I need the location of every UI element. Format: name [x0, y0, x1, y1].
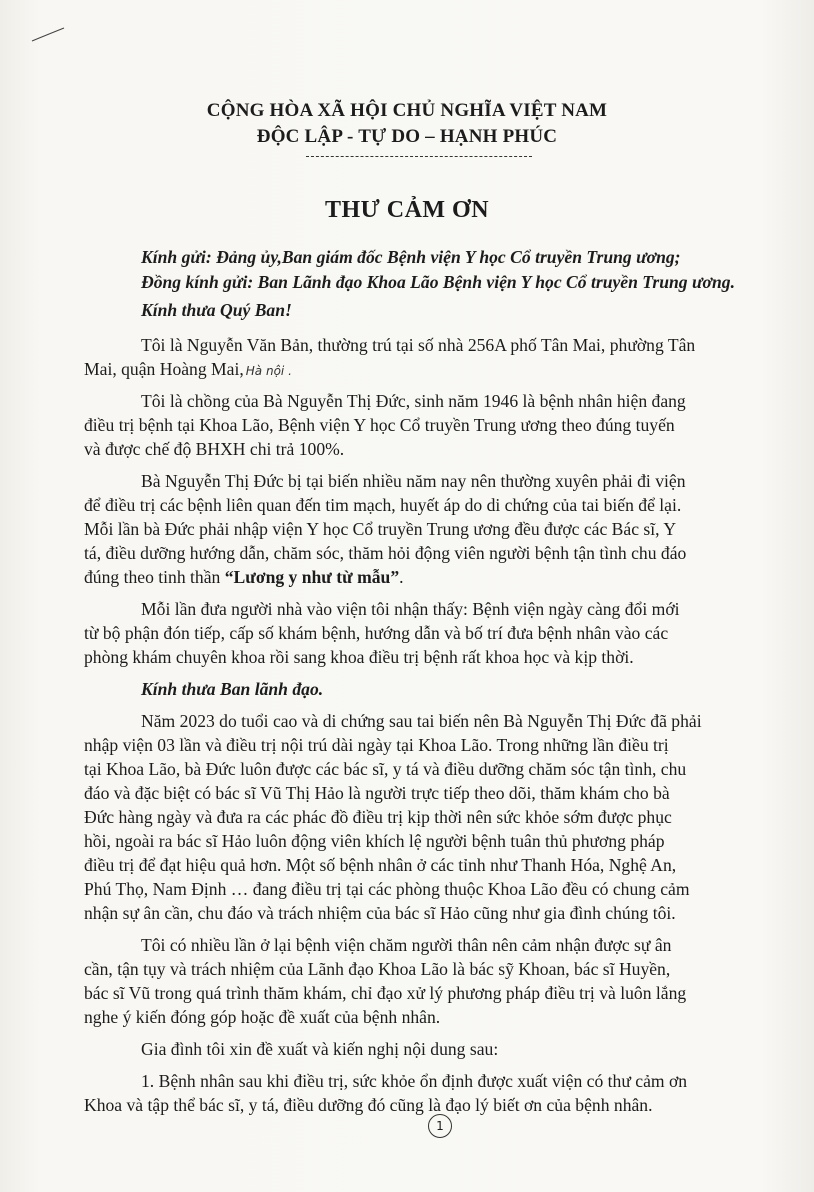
paragraph-line: nhập viện 03 lần và điều trị nội trú dài ngày tại Khoa Lão. Trong những lần điều trị: [84, 735, 669, 755]
greeting-quy-ban: Kính thưa Quý Ban!: [141, 300, 292, 320]
paragraph-line: [84, 357, 292, 383]
national-header-line1: CỘNG HÒA XÃ HỘI CHỦ NGHĨA VIỆT NAM: [206, 100, 608, 121]
paragraph-line: hồi, ngoài ra bác sĩ Hảo luôn động viên khích lệ người bệnh tuân thủ phương pháp: [84, 831, 665, 851]
motto-quote: “Lương y như từ mẫu”: [224, 567, 400, 587]
paragraph-line: Tôi là Nguyễn Văn Bản, thường trú tại số nhà 256A phố Tân Mai, phường Tân: [141, 335, 696, 355]
handwritten-note: Hà nội .: [245, 364, 292, 378]
paragraph-line: tá, điều dưỡng hướng dẫn, chăm sóc, thăm hỏi động viên người bệnh tận tình chu đáo: [84, 543, 687, 563]
address-text: Mai, quận Hoàng Mai,: [84, 359, 244, 379]
greeting-ban-lanh-dao: Kính thưa Ban lãnh đạo.: [141, 679, 324, 699]
letter-title: THƯ CẢM ƠN: [324, 197, 490, 223]
paragraph-line: điều trị để đạt hiệu quả hơn. Một số bệnh nhân ở các tỉnh như Thanh Hóa, Nghệ An,: [84, 855, 677, 875]
paragraph-line: Tôi có nhiều lần ở lại bệnh viện chăm người thân nên cảm nhận được sự ân: [141, 935, 672, 955]
paragraph-line: và được chế độ BHXH chi trả 100%.: [84, 439, 345, 459]
paragraph-line: Tôi là chồng của Bà Nguyễn Thị Đức, sinh năm 1946 là bệnh nhân hiện đang: [141, 391, 686, 411]
text-segment: đúng theo tinh thần: [84, 567, 225, 587]
national-motto: ĐỘC LẬP - TỰ DO – HẠNH PHÚC: [256, 126, 558, 147]
paragraph-line: đáo và đặc biệt có bác sĩ Vũ Thị Hảo là người trực tiếp theo dõi, thăm khám cho bà: [84, 783, 670, 803]
paragraph-line: Bà Nguyễn Thị Đức bị tại biến nhiều năm nay nên thường xuyên phải đi viện: [141, 471, 686, 491]
text-segment: .: [399, 567, 404, 587]
paragraph-line: điều trị bệnh tại Khoa Lão, Bệnh viện Y học Cổ truyền Trung ương theo đúng tuyến: [84, 415, 675, 435]
recipient-cc: Đồng kính gửi: Ban Lãnh đạo Khoa Lão Bệnh viện Y học Cổ truyền Trung ương.: [141, 272, 735, 292]
pen-stroke-mark: [30, 26, 66, 44]
paragraph-line: Phú Thọ, Nam Định … đang điều trị tại các phòng thuộc Khoa Lão đều có chung cảm: [84, 879, 690, 899]
header-divider: [306, 156, 532, 157]
paragraph-line: [84, 565, 404, 589]
paragraph-line: tại Khoa Lão, bà Đức luôn được các bác sĩ, y tá và điều dưỡng chăm sóc tận tình, chu: [84, 759, 687, 779]
paragraph-line: Gia đình tôi xin đề xuất và kiến nghị nội dung sau:: [141, 1039, 499, 1059]
paragraph-line: Mỗi lần đưa người nhà vào viện tôi nhận thấy: Bệnh viện ngày càng đổi mới: [141, 599, 680, 619]
paragraph-line: Khoa và tập thể bác sĩ, y tá, điều dưỡng đó cũng là đạo lý biết ơn của bệnh nhân.: [84, 1095, 653, 1115]
recipient-to: Kính gửi: Đảng ủy,Ban giám đốc Bệnh viện Y học Cổ truyền Trung ương;: [141, 247, 681, 267]
paragraph-line: từ bộ phận đón tiếp, cấp số khám bệnh, hướng dẫn và bố trí đưa bệnh nhân vào các: [84, 623, 669, 643]
paragraph-line: nhận sự ân cần, chu đáo và trách nhiệm của bác sĩ Hảo cũng như gia đình chúng tôi.: [84, 903, 676, 923]
paragraph-line: phòng khám chuyên khoa rồi sang khoa điều trị bệnh rất khoa học và kịp thời.: [84, 647, 634, 667]
page-number: 1: [428, 1114, 452, 1138]
paragraph-line: nghe ý kiến đóng góp hoặc đề xuất của bệnh nhân.: [84, 1007, 441, 1027]
paragraph-line: 1. Bệnh nhân sau khi điều trị, sức khỏe ổn định được xuất viện có thư cảm ơn: [141, 1071, 688, 1091]
paragraph-line: Năm 2023 do tuổi cao và di chứng sau tai biến nên Bà Nguyễn Thị Đức đã phải: [141, 711, 702, 731]
paragraph-line: cần, tận tụy và trách nhiệm của Lãnh đạo Khoa Lão là bác sỹ Khoan, bác sĩ Huyền,: [84, 959, 671, 979]
paragraph-line: Đức hàng ngày và đưa ra các phác đồ điều trị kịp thời nên sức khỏe sớm được phục: [84, 807, 672, 827]
paragraph-line: Mỗi lần bà Đức phải nhập viện Y học Cổ truyền Trung ương đều được các Bác sĩ, Y: [84, 519, 677, 539]
paragraph-line: bác sĩ Vũ trong quá trình thăm khám, chỉ đạo xử lý phương pháp điều trị và luôn lắng: [84, 983, 687, 1003]
paragraph-line: để điều trị các bệnh liên quan đến tim mạch, huyết áp do di chứng của tai biến để lại.: [84, 495, 682, 515]
